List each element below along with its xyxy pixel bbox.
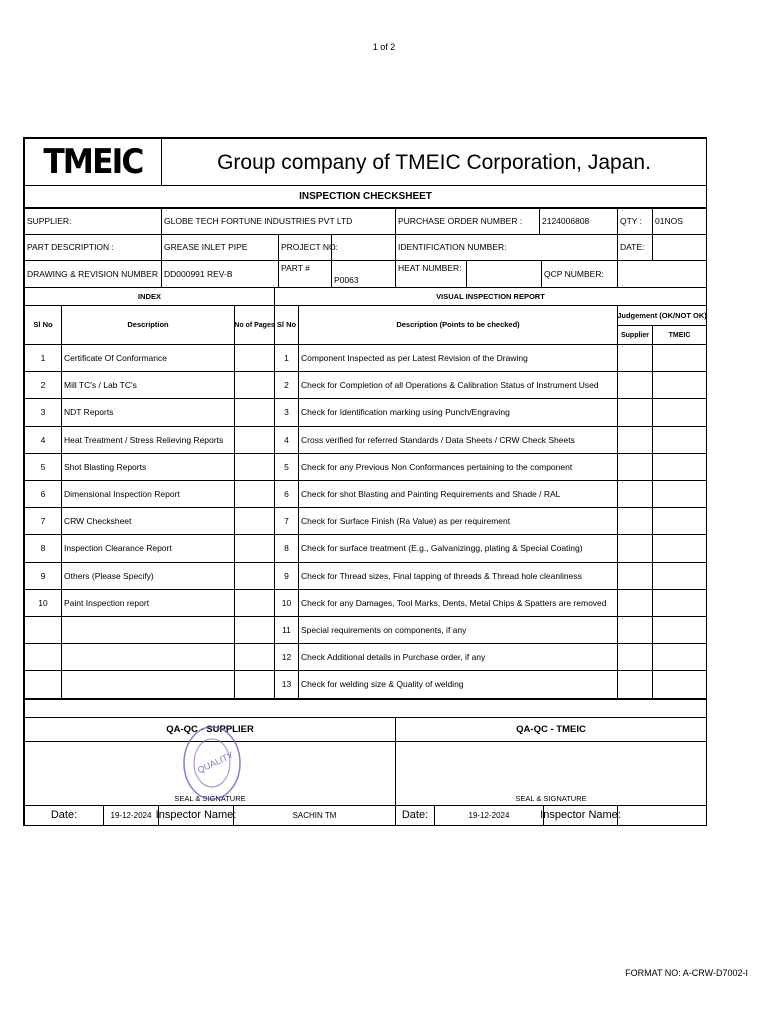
inspection-checksheet [23, 137, 707, 826]
index-sl-no [24, 643, 62, 671]
visual-inspection-header: VISUAL INSPECTION REPORT [274, 287, 707, 306]
check-sl-no: 12 [274, 643, 299, 671]
qty-label: QTY : [617, 208, 653, 235]
index-document [61, 670, 235, 699]
index-pages[interactable] [234, 670, 275, 699]
index-sl-no [24, 670, 62, 699]
check-description: Check for welding size & Quality of welding [298, 670, 618, 699]
tmeic-inspector-value[interactable] [617, 805, 707, 826]
logo-text: TMEIC [43, 142, 143, 182]
drawing-value[interactable]: DD000991 REV-B [161, 260, 279, 288]
index-document [61, 643, 235, 671]
judgement-tmeic[interactable] [652, 507, 707, 535]
check-sl-no: 5 [274, 453, 299, 481]
index-sl-no: 9 [24, 562, 62, 590]
judgement-tmeic[interactable] [652, 453, 707, 481]
index-pages[interactable] [234, 507, 275, 535]
index-pages[interactable] [234, 426, 275, 454]
index-sl-no: 7 [24, 507, 62, 535]
check-sl-no: 13 [274, 670, 299, 699]
check-sl-no: 4 [274, 426, 299, 454]
judgement-supplier[interactable] [617, 534, 653, 563]
index-document [61, 616, 235, 644]
index-pages[interactable] [234, 534, 275, 563]
index-document: Shot Blasting Reports [61, 453, 235, 481]
col-judgement: Judgement (OK/NOT OK) [617, 305, 707, 326]
check-description: Check for shot Blasting and Painting Requirements and Shade / RAL [298, 480, 618, 508]
spacer-row [24, 699, 707, 718]
index-pages[interactable] [234, 589, 275, 617]
judgement-supplier[interactable] [617, 670, 653, 699]
qa-qc-tmeic-title: QA-QC - TMEIC [395, 717, 707, 742]
identification-label: IDENTIFICATION NUMBER: [395, 234, 618, 261]
format-number: FORMAT NO: A-CRW-D7002-I [625, 968, 748, 978]
judgement-supplier[interactable] [617, 426, 653, 454]
index-pages[interactable] [234, 398, 275, 427]
po-label: PURCHASE ORDER NUMBER : [395, 208, 540, 235]
judgement-supplier[interactable] [617, 344, 653, 372]
index-sl-no: 1 [24, 344, 62, 372]
judgement-tmeic[interactable] [652, 616, 707, 644]
page-number: 1 of 2 [372, 42, 396, 52]
judgement-tmeic[interactable] [652, 344, 707, 372]
index-sl-no: 5 [24, 453, 62, 481]
index-document: Dimensional Inspection Report [61, 480, 235, 508]
check-sl-no: 6 [274, 480, 299, 508]
qa-qc-supplier-title: QA-QC - SUPPLIER [24, 717, 396, 742]
tmeic-seal-box[interactable] [395, 741, 707, 806]
check-sl-no: 3 [274, 398, 299, 427]
judgement-supplier[interactable] [617, 616, 653, 644]
check-description: Check for Surface Finish (Ra Value) as per requirement [298, 507, 618, 535]
check-sl-no: 7 [274, 507, 299, 535]
sheet-title: INSPECTION CHECKSHEET [24, 185, 707, 208]
index-sl-no: 8 [24, 534, 62, 563]
heat-number-value[interactable] [466, 260, 542, 288]
index-document: Certificate Of Conformance [61, 344, 235, 372]
check-sl-no: 2 [274, 371, 299, 399]
tmeic-date-value[interactable]: 19-12-2024 [434, 805, 544, 826]
date-label: DATE: [617, 234, 653, 261]
check-description: Check for surface treatment (E.g., Galvanizingg, plating & Special Coating) [298, 534, 618, 563]
judgement-supplier[interactable] [617, 507, 653, 535]
index-pages[interactable] [234, 453, 275, 481]
index-document: NDT Reports [61, 398, 235, 427]
index-sl-no: 10 [24, 589, 62, 617]
judgement-supplier[interactable] [617, 398, 653, 427]
supplier-label: SUPPLIER: [24, 208, 162, 235]
judgement-tmeic[interactable] [652, 398, 707, 427]
check-description: Check for any Previous Non Conformances pertaining to the component [298, 453, 618, 481]
index-sl-no [24, 616, 62, 644]
judgement-tmeic[interactable] [652, 371, 707, 399]
tmeic-seal-label: SEAL & SIGNATURE [515, 793, 587, 803]
svg-text:QUALITY: QUALITY [195, 749, 235, 776]
index-sl-no: 2 [24, 371, 62, 399]
judgement-tmeic[interactable] [652, 589, 707, 617]
index-sl-no: 3 [24, 398, 62, 427]
check-description: Check for Identification marking using Punch/Engraving [298, 398, 618, 427]
col-points-checked: Description (Points to be checked) [298, 305, 618, 345]
check-sl-no: 9 [274, 562, 299, 590]
judgement-tmeic[interactable] [652, 480, 707, 508]
judgement-tmeic[interactable] [652, 426, 707, 454]
tmeic-inspector-label: Inspector Name: [543, 805, 618, 826]
index-document: Paint Inspection report [61, 589, 235, 617]
check-sl-no: 11 [274, 616, 299, 644]
check-sl-no: 10 [274, 589, 299, 617]
index-document: Others (Please Specify) [61, 562, 235, 590]
part-number-value[interactable]: P0063 [331, 260, 396, 288]
qcp-label: QCP NUMBER: [541, 260, 618, 288]
judgement-supplier[interactable] [617, 453, 653, 481]
project-value[interactable] [331, 234, 396, 261]
supplier-seal-label: SEAL & SIGNATURE [174, 793, 246, 803]
col-sl-no: Sl No [24, 305, 62, 345]
supplier-inspector-value[interactable]: SACHIN TM [233, 805, 396, 826]
group-title: Group company of TMEIC Corporation, Japan. [161, 138, 707, 186]
index-pages[interactable] [234, 344, 275, 372]
col-tmeic: TMEIC [652, 325, 707, 345]
supplier-value[interactable]: GLOBE TECH FORTUNE INDUSTRIES PVT LTD [161, 208, 396, 235]
index-document: Inspection Clearance Report [61, 534, 235, 563]
index-pages[interactable] [234, 643, 275, 671]
drawing-label: DRAWING & REVISION NUMBER : [24, 260, 162, 288]
index-pages[interactable] [234, 480, 275, 508]
supplier-inspector-label: Inspector Name: [158, 805, 234, 826]
col-supplier: Supplier [617, 325, 653, 345]
check-sl-no: 8 [274, 534, 299, 563]
col-sl-no-2: Sl No [274, 305, 299, 345]
quality-seal-stamp [180, 722, 244, 804]
index-pages[interactable] [234, 616, 275, 644]
col-no-of-pages: No of Pages [234, 305, 275, 345]
check-description: Special requirements on components, if any [298, 616, 618, 644]
index-document: CRW Checksheet [61, 507, 235, 535]
index-document: Heat Treatment / Stress Relieving Reports [61, 426, 235, 454]
qcp-value[interactable] [617, 260, 707, 288]
index-document: Mill TC's / Lab TC's [61, 371, 235, 399]
judgement-tmeic[interactable] [652, 643, 707, 671]
judgement-tmeic[interactable] [652, 670, 707, 699]
supplier-date-value[interactable]: 19-12-2024 [103, 805, 159, 826]
part-number-label: PART # [278, 260, 332, 288]
col-description: Description [61, 305, 235, 345]
index-pages[interactable] [234, 562, 275, 590]
part-description-label: PART DESCRIPTION : [24, 234, 162, 261]
check-description: Check for any Damages, Tool Marks, Dents, Metal Chips & Spatters are removed [298, 589, 618, 617]
check-description: Check for Thread sizes, Final tapping of threads & Thread hole cleanliness [298, 562, 618, 590]
judgement-supplier[interactable] [617, 371, 653, 399]
date-value[interactable] [652, 234, 707, 261]
judgement-tmeic[interactable] [652, 534, 707, 563]
index-sl-no: 4 [24, 426, 62, 454]
part-description-value[interactable]: GREASE INLET PIPE [161, 234, 279, 261]
judgement-supplier[interactable] [617, 480, 653, 508]
project-label: PROJECT NO: [278, 234, 332, 261]
index-header: INDEX [24, 287, 275, 306]
index-pages[interactable] [234, 371, 275, 399]
judgement-tmeic[interactable] [652, 562, 707, 590]
judgement-supplier[interactable] [617, 643, 653, 671]
judgement-supplier[interactable] [617, 562, 653, 590]
po-value[interactable]: 2124006808 [539, 208, 618, 235]
heat-number-label: HEAT NUMBER: [395, 260, 467, 288]
qty-value[interactable]: 01NOS [652, 208, 707, 235]
index-sl-no: 6 [24, 480, 62, 508]
check-sl-no: 1 [274, 344, 299, 372]
check-description: Cross verified for referred Standards / Data Sheets / CRW Check Sheets [298, 426, 618, 454]
judgement-supplier[interactable] [617, 589, 653, 617]
tmeic-logo [24, 138, 162, 186]
supplier-date-label: Date: [24, 805, 104, 826]
tmeic-date-label: Date: [395, 805, 435, 826]
check-description: Check for Completion of all Operations & Calibration Status of Instrument Used [298, 371, 618, 399]
check-description: Component Inspected as per Latest Revision of the Drawing [298, 344, 618, 372]
check-description: Check Additional details in Purchase order, if any [298, 643, 618, 671]
